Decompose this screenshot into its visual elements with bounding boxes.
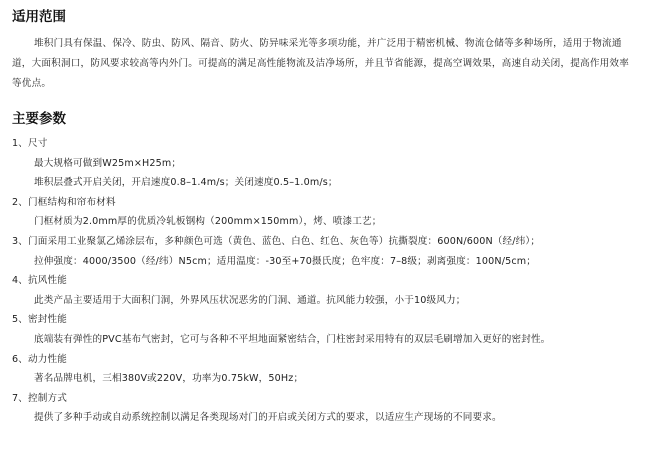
param-item-curtain [12, 232, 637, 271]
param-heading: 6、动力性能 [12, 353, 67, 365]
param-line: 提供了多种手动或自动系统控制以满足各类现场对门的开启或关闭方式的要求，以适应生产现场的不同要求。 [34, 412, 502, 424]
param-item-size [12, 134, 637, 193]
scope-paragraph: 堆积门具有保温、保冷、防虫、防风、隔音、防火、防异味采光等多项功能，并广泛用于精密机械、物流仓储等多种场所，适用于物流通道，大面积洞口，防风要求较高等内外门。可提高的满足高性能物流及洁净场所，并且节省能源，提高空调效果，高速自动关闭，提高作用效率等优点。 [12, 38, 630, 89]
param-item-control [12, 389, 637, 428]
param-line: 底端装有弹性的PVC基布气密封，它可与各种不平坦地面紧密结合，门柱密封采用特有的双层毛刷增加入更好的密封性。 [34, 333, 551, 345]
scope-heading: 适用范围 [12, 9, 66, 25]
param-item-seal [12, 310, 637, 349]
param-heading: 7、控制方式 [12, 392, 67, 404]
param-item-frame [12, 193, 637, 232]
param-heading: 4、抗风性能 [12, 275, 67, 287]
param-line: 著名品牌电机，三相380V或220V，功率为0.75kW，50Hz； [34, 373, 304, 385]
param-heading: 5、密封性能 [12, 314, 67, 326]
param-item-power [12, 350, 637, 389]
param-line: 门框材质为2.0mm厚的优质冷轧板钢构（200mm×150mm），烤、喷漆工艺； [34, 216, 382, 228]
params-heading: 主要参数 [12, 111, 66, 127]
param-line: 最大规格可做到W25m×H25m； [34, 157, 182, 169]
param-heading: 3、门面采用工业聚氯乙烯涂层布，多种颜色可选（黄色、蓝色、白色、红色、灰色等）抗撕裂度：600N/600N（经/纬）； [12, 235, 541, 247]
param-line: 此类产品主要适用于大面积门洞，外界风压状况恶劣的门洞、通道。抗风能力较强，小于10级风力； [34, 294, 466, 306]
param-heading: 2、门框结构和帘布材料 [12, 196, 116, 208]
param-line: 拉伸强度：4000/3500（经/纬）N5cm；适用温度：-30至+70摄氏度；色牢度：7–8级；剥离强度：100N/5cm； [34, 255, 537, 267]
params-list [12, 134, 637, 428]
param-heading: 1、尺寸 [12, 138, 48, 149]
param-item-wind [12, 271, 637, 310]
param-line: 堆积层叠式开启关闭，开启速度0.8–1.4m/s；关闭速度0.5–1.0m/s； [34, 177, 338, 189]
